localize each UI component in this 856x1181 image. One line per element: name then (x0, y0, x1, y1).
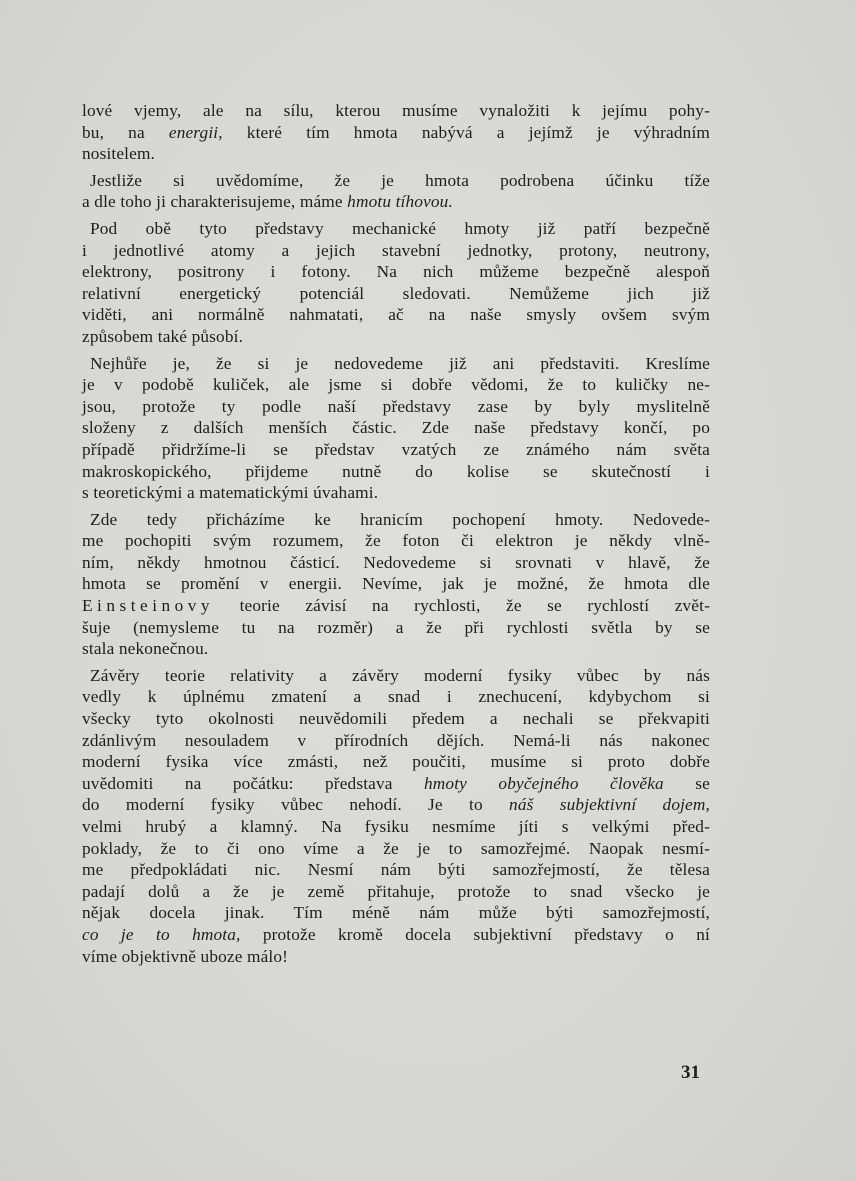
text-segment: lové vjemy, ale na sílu, kterou musíme vynaložiti k jejímu pohy- (82, 101, 710, 120)
text-line (82, 353, 710, 375)
paragraph (82, 353, 710, 504)
text-segment: Nejhůře je, že si je nedovedeme již ani představiti. Kreslíme (90, 353, 710, 373)
text-line (82, 283, 710, 305)
text-line (82, 794, 710, 816)
text-segment: protože kromě docela subjektivní představy o ní (240, 924, 710, 944)
text-segment: víme objektivně uboze málo! (82, 946, 289, 966)
text-segment: stala nekonečnou. (82, 639, 209, 659)
text-segment: vedly k úplnému zmatení a snad i znechucení, kdybychom si (82, 687, 710, 707)
paragraph (82, 170, 710, 213)
text-line (82, 191, 710, 213)
text-segment: i jednotlivé atomy a jejich stavební jednotky, protony, neutrony, (82, 240, 710, 260)
text-segment: s teoretickými a matematickými úvahami. (82, 483, 379, 503)
text-line (82, 708, 710, 730)
text-segment: makroskopického, přijdeme nutně do kolise se skutečností i (82, 461, 710, 481)
text-line (82, 218, 710, 240)
spaced-text: Einsteinovy (82, 596, 215, 616)
text-segment: me předpokládati nic. Nesmí nám býti samozřejmostí, že tělesa (82, 860, 710, 880)
text-segment: hmota se promění v energii. Nevíme, jak je možné, že hmota dle (82, 574, 710, 594)
text-segment: relativní energetický potenciál sledovati. Nemůžeme jich již (82, 283, 710, 303)
text-line (82, 417, 710, 439)
text-segment: je v podobě kuliček, ale jsme si dobře vědomi, že to kuličky ne- (82, 375, 710, 395)
text-line (82, 100, 710, 122)
body-text (82, 100, 710, 972)
italic-text: energii, (168, 122, 223, 142)
italic-text: hmoty obyčejného člověka (424, 773, 664, 793)
text-line (82, 924, 710, 946)
text-line (82, 170, 710, 192)
text-line (82, 838, 710, 860)
text-line (82, 304, 710, 326)
text-segment: které tím hmota nabývá a jejímž je výhradním (222, 122, 710, 142)
paragraph (82, 665, 710, 967)
text-segment: padají dolů a že je země přitahuje, protože to snad všecko je (82, 881, 710, 901)
text-segment: způsobem také působí. (82, 326, 244, 346)
text-segment: Pod obě tyto představy mechanické hmoty již patří bezpečně (90, 218, 710, 238)
text-line (82, 573, 710, 595)
text-segment: Jestliže si uvědomíme, že je hmota podrobena účinku tíže (90, 170, 710, 190)
text-segment: ním, někdy hmotnou částicí. Nedovedeme si srovnati v hlavě, že (82, 552, 710, 572)
text-segment: všecky tyto okolnosti neuvědomili předem a nechali se překvapiti (82, 709, 710, 729)
text-line (82, 240, 710, 262)
text-line (82, 595, 710, 617)
text-segment: teorie závisí na rychlosti, že se rychlostí zvět- (214, 596, 710, 616)
text-line (82, 638, 710, 660)
text-segment: případě přidržíme-li se představ vzatých ze známého nám světa (82, 439, 710, 459)
text-line (82, 946, 710, 968)
text-line (82, 374, 710, 396)
text-segment: moderní fysika více zmásti, než poučiti, musíme si proto dobře (82, 752, 710, 772)
text-segment: složeny z dalších menších částic. Zde naše představy končí, po (82, 418, 710, 438)
paragraph (82, 218, 710, 348)
text-line (82, 439, 710, 461)
text-line (82, 482, 710, 504)
text-segment: se (663, 773, 710, 793)
text-line (82, 396, 710, 418)
text-segment: elektrony, positrony i fotony. Na nich můžeme bezpečně alespoň (82, 262, 710, 282)
text-line (82, 326, 710, 348)
text-line (82, 261, 710, 283)
text-line (82, 751, 710, 773)
text-line (82, 552, 710, 574)
text-segment: zdánlivým nesouladem v přírodních dějích. Nemá-li nás nakonec (82, 730, 710, 750)
text-segment: a dle toho ji charakterisujeme, máme (82, 192, 348, 212)
italic-text: hmotu tíhovou. (347, 192, 453, 212)
text-line (82, 461, 710, 483)
text-segment: bu, na (82, 122, 169, 142)
text-segment: uvědomiti na počátku: představa (82, 773, 425, 793)
text-line (82, 730, 710, 752)
text-segment: šuje (nemysleme tu na rozměr) a že při rychlosti světla by se (82, 617, 710, 637)
text-line (82, 859, 710, 881)
text-segment: nějak docela jinak. Tím méně nám může býti samozřejmostí, (82, 903, 710, 923)
italic-text: co je to hmota, (82, 924, 241, 944)
text-line (82, 816, 710, 838)
text-segment: velmi hrubý a klamný. Na fysiku nesmíme jíti s velkými před- (82, 817, 710, 836)
paragraph (82, 509, 710, 660)
italic-text: náš subjektivní dojem, (509, 795, 710, 815)
text-line (82, 617, 710, 639)
text-line (82, 122, 710, 144)
text-segment: Závěry teorie relativity a závěry moderní fysiky vůbec by nás (90, 665, 710, 685)
text-segment: nositelem. (82, 144, 156, 164)
text-line (82, 509, 710, 531)
text-segment: jsou, protože ty podle naší představy zase by byly myslitelně (82, 396, 710, 416)
text-line (82, 143, 710, 165)
text-line (82, 686, 710, 708)
page-number: 31 (681, 1062, 700, 1083)
text-segment: Zde tedy přicházíme ke hranicím pochopení hmoty. Nedovede- (90, 509, 710, 529)
text-line (82, 530, 710, 552)
text-line (82, 902, 710, 924)
text-line (82, 665, 710, 687)
text-segment: do moderní fysiky vůbec nehodí. Je to (82, 795, 510, 815)
text-segment: viděti, ani normálně nahmatati, ač na naše smysly ovšem svým (82, 305, 710, 325)
paragraph (82, 100, 710, 165)
text-line (82, 881, 710, 903)
text-line (82, 773, 710, 795)
text-segment: me pochopiti svým rozumem, že foton či elektron je někdy vlně- (82, 531, 710, 551)
text-segment: poklady, že to či ono víme a že je to samozřejmé. Naopak nesmí- (82, 838, 710, 858)
